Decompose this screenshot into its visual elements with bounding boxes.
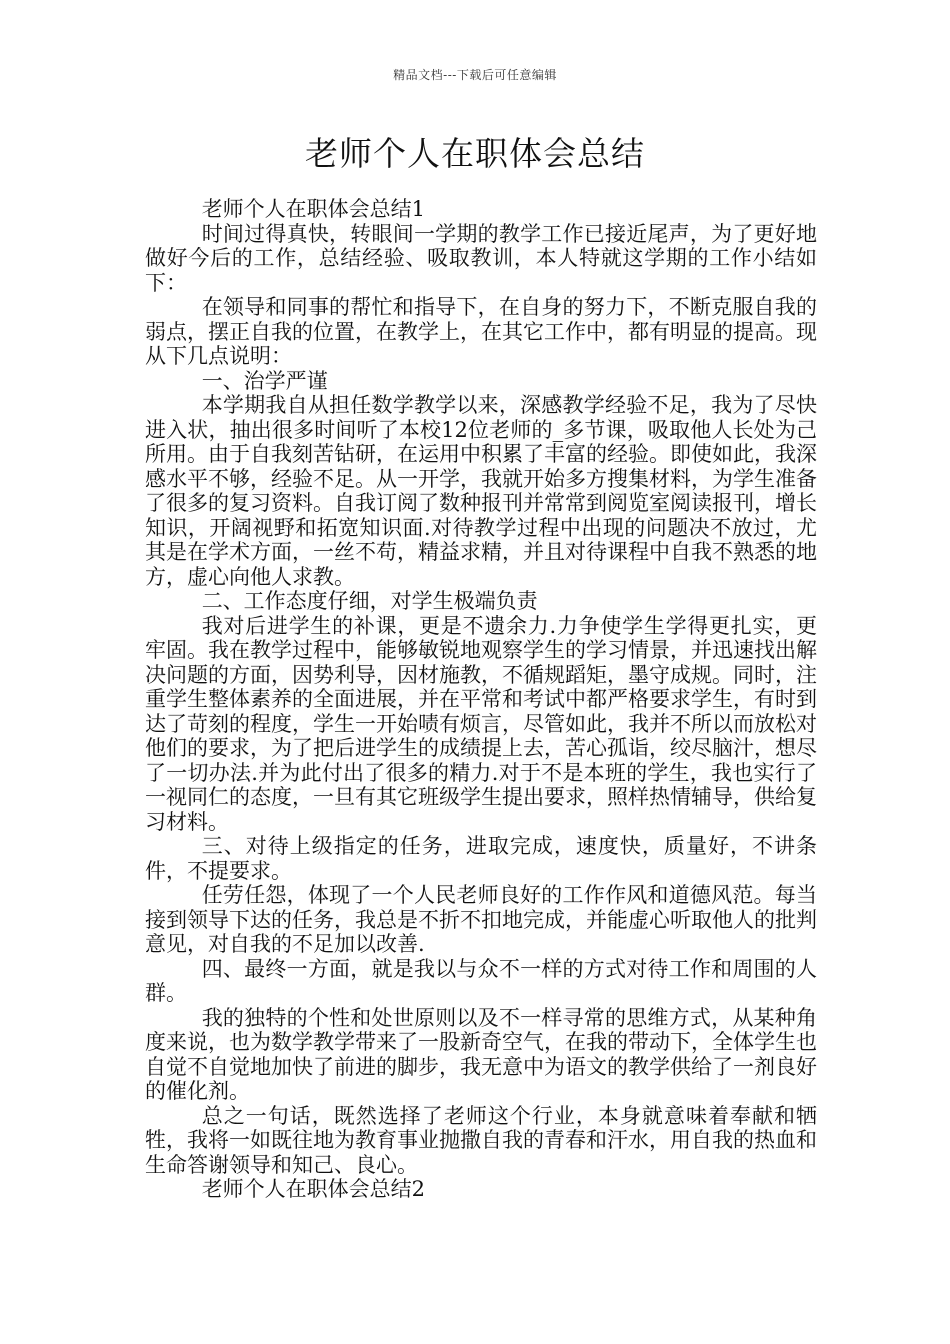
point-heading-2: 二、工作态度仔细，对学生极端负责 [201, 589, 538, 613]
conclusion-paragraph: 总之一句话，既然选择了老师这个行业，本身就意味着奉献和牺牲，我将一如既往地为教育事业抛撒自我的青春和汗水，用自我的热血和生命答谢领导和知己、良心。 [145, 1103, 817, 1177]
point-heading-4: 四、最终一方面，就是我以与众不一样的方式对待工作和周围的人群。 [145, 956, 817, 1005]
point-heading-3: 三、对待上级指定的任务，进取完成，速度快，质量好，不讲条件，不提要求。 [145, 834, 817, 883]
document-body [145, 197, 817, 1202]
point-paragraph-2: 我对后进学生的补课，更是不遗余力.力争使学生学得更扎实，更牢固。我在教学过程中，能够敏锐地观察学生的学习情景，并迅速找出解决问题的方面，因势利导，因材施教，不循规蹈矩，墨守成规。同时，注重学生整体素养的全面进展，并在平常和考试中都严格要求学生，有时到达了苛刻的程度，学生一开始啧有烦言，尽管如此，我并不所以而放松对他们的要求，为了把后进学生的成绩提上去，苦心孤诣，绞尽脑汁，想尽了一切办法.并为此付出了很多的精力.对于不是本班的学生，我也实行了一视同仁的态度，一旦有其它班级学生提出要求，照样热情辅导，供给复习材料。 [145, 613, 817, 834]
point-heading-1: 一、治学严谨 [201, 368, 328, 393]
point-paragraph-3: 任劳任怨，体现了一个人民老师良好的工作作风和道德风范。每当接到领导下达的任务，我总是不折不扣地完成，并能虚心听取他人的批判意见，对自我的不足加以改善. [145, 883, 817, 956]
overview-paragraph: 在领导和同事的帮忙和指导下，在自身的努力下，不断克服自我的弱点，摆正自我的位置，在教学上，在其它工作中，都有明显的提高。现从下几点说明： [145, 295, 817, 368]
header-note: 精品文档---下载后可任意编辑 [393, 68, 557, 82]
section-heading-1: 老师个人在职体会总结1 [201, 197, 426, 221]
point-paragraph-4: 我的独特的个性和处世原则以及不一样寻常的思维方式，从某种角度来说，也为数学教学带来了一股新奇空气，在我的带动下，全体学生也自觉不自觉地加快了前进的脚步，我无意中为语文的教学供给了一剂良好的催化剂。 [145, 1005, 817, 1103]
point-paragraph-1: 本学期我自从担任数学教学以来，深感教学经验不足，我为了尽快进入状，抽出很多时间听了本校12位老师的_多节课，吸取他人长处为己所用。由于自我刻苦钻研，在运用中积累了丰富的经验。即使如此，我深感水平不够，经验不足。从一开学，我就开始多方搜集材料，为学生准备了很多的复习资料。自我订阅了数种报刊并常常到阅览室阅读报刊，增长知识，开阔视野和拓宽知识面.对待教学过程中出现的问题决不放过，尤其是在学术方面，一丝不苟，精益求精，并且对待课程中自我不熟悉的地方，虚心向他人求教。 [145, 393, 817, 589]
section-heading-2: 老师个人在职体会总结2 [201, 1177, 426, 1201]
intro-paragraph: 时间过得真快，转眼间一学期的教学工作已接近尾声，为了更好地做好今后的工作，总结经验、吸取教训，本人特就这学期的工作小结如下： [145, 221, 817, 295]
document-title: 老师个人在职体会总结 [305, 134, 645, 173]
